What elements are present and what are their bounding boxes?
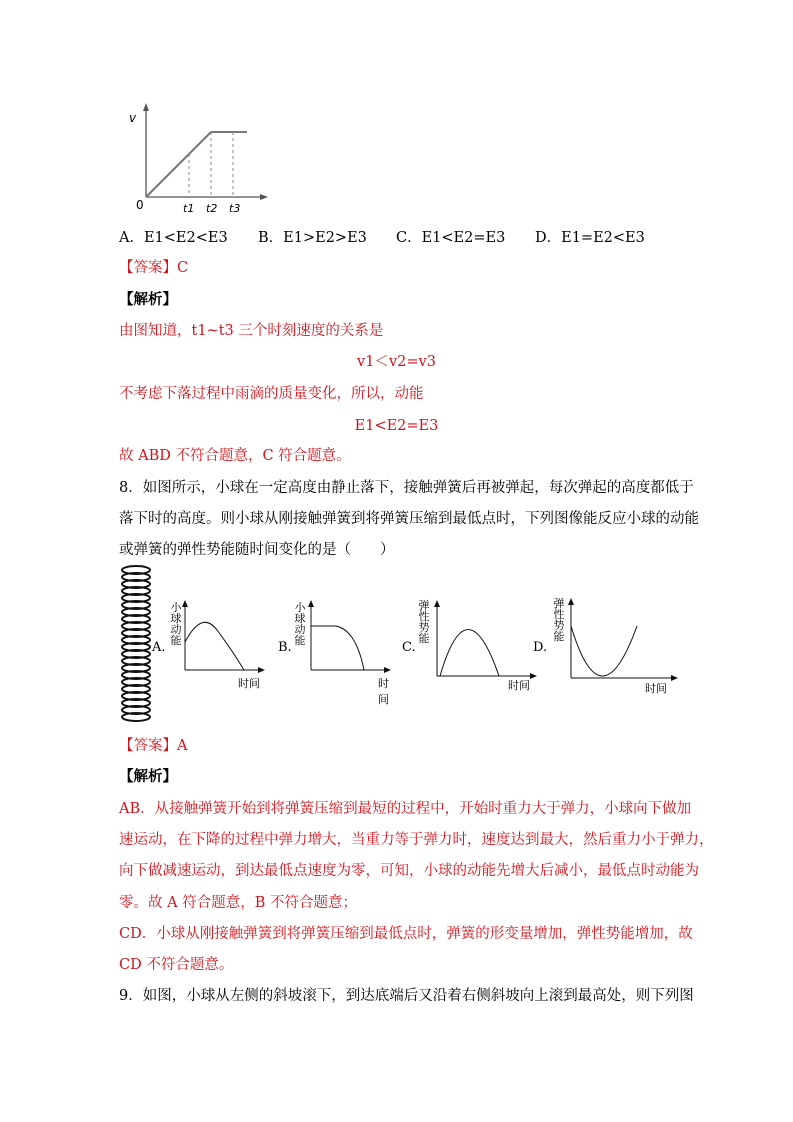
formula-velocity: v1＜v2=v3 [357, 354, 436, 370]
analysis-8-line-6: CD 不符合题意。 [119, 957, 234, 973]
t3-label: t3 [229, 202, 241, 215]
graph-c-letter: C. [402, 640, 416, 655]
analysis-8-line-1: AB．从接触弹簧开始到将弹簧压缩到最短的过程中，开始时重力大于弹力，小球向下做加 [119, 801, 692, 817]
graph-a-ylabel: 小球动能 [170, 601, 182, 647]
formula-energy: E1<E2=E3 [354, 418, 439, 434]
graph-b [278, 600, 398, 706]
analysis-8-line-5: CD．小球从刚接触弹簧到将弹簧压缩到最低点时，弹簧的形变量增加，弹性势能增加，故 [119, 926, 693, 942]
question-8-line-2: 落下时的高度。则小球从刚接触弹簧到将弹簧压缩到最低点时，下列图像能反应小球的动能 [119, 511, 699, 527]
analysis-7-line-3: 故 ABD 不符合题意，C 符合题意。 [119, 448, 351, 464]
graph-b-xlabel: 时间 [378, 677, 389, 706]
answer-7: 【答案】C [119, 260, 189, 276]
question-9-line-1: 9．如图，小球从左侧的斜坡滚下，到达底端后又沿着右侧斜坡向上滚到最高处，则下列图 [119, 988, 694, 1004]
graph-d [533, 596, 683, 696]
analysis-label-8: 【解析】 [119, 768, 177, 785]
option-c: C．E1<E2=E3 [396, 230, 506, 246]
analysis-8-line-2: 速运动，在下降的过程中弹力增大，当重力等于弹力时，速度达到最大，然后重力小于弹力， [119, 832, 714, 848]
origin-label: 0 [136, 198, 144, 212]
graph-c-ylabel: 弹性势能 [418, 599, 430, 645]
graph-b-ylabel: 小球动能 [294, 601, 306, 647]
analysis-8-line-4: 零。故 A 符合题意，B 不符合题意； [119, 895, 357, 911]
graph-c-xlabel: 时间 [508, 679, 530, 692]
option-a: A．E1<E2<E3 [119, 230, 228, 246]
velocity-time-graph [125, 100, 275, 220]
option-d: D．E1=E2<E3 [535, 230, 645, 246]
answer-8: 【答案】A [119, 738, 188, 754]
t2-label: t2 [206, 202, 218, 215]
question-8-line-1: 8．如图所示，小球在一定高度由静止落下，接触弹簧后再被弹起，每次弹起的高度都低于 [119, 480, 694, 496]
graph-a-xlabel: 时间 [238, 677, 260, 690]
graph-c [402, 598, 542, 693]
analysis-7-line-1: 由图知道，t1~t3 三个时刻速度的关系是 [119, 323, 384, 339]
graph-b-letter: B. [278, 640, 292, 655]
graph-d-letter: D. [533, 640, 548, 655]
analysis-8-line-3: 向下做减速运动，到达最低点速度为零，可知，小球的动能先增大后减小，最低点时动能为 [119, 863, 699, 879]
v-axis-label: v [129, 111, 137, 125]
graph-a-letter: A. [152, 640, 166, 655]
t1-label: t1 [183, 202, 195, 215]
analysis-7-line-2: 不考虑下落过程中雨滴的质量变化，所以，动能 [119, 386, 424, 402]
option-b: B．E1>E2>E3 [258, 230, 367, 246]
analysis-label-7: 【解析】 [119, 291, 177, 308]
graph-d-ylabel: 弹性势能 [553, 597, 565, 643]
graph-a [152, 600, 272, 690]
spring-illustration [116, 562, 156, 727]
graph-d-xlabel: 时间 [645, 682, 667, 695]
question-8-line-3: 或弹簧的弹性势能随时间变化的是（ ） [119, 542, 395, 558]
